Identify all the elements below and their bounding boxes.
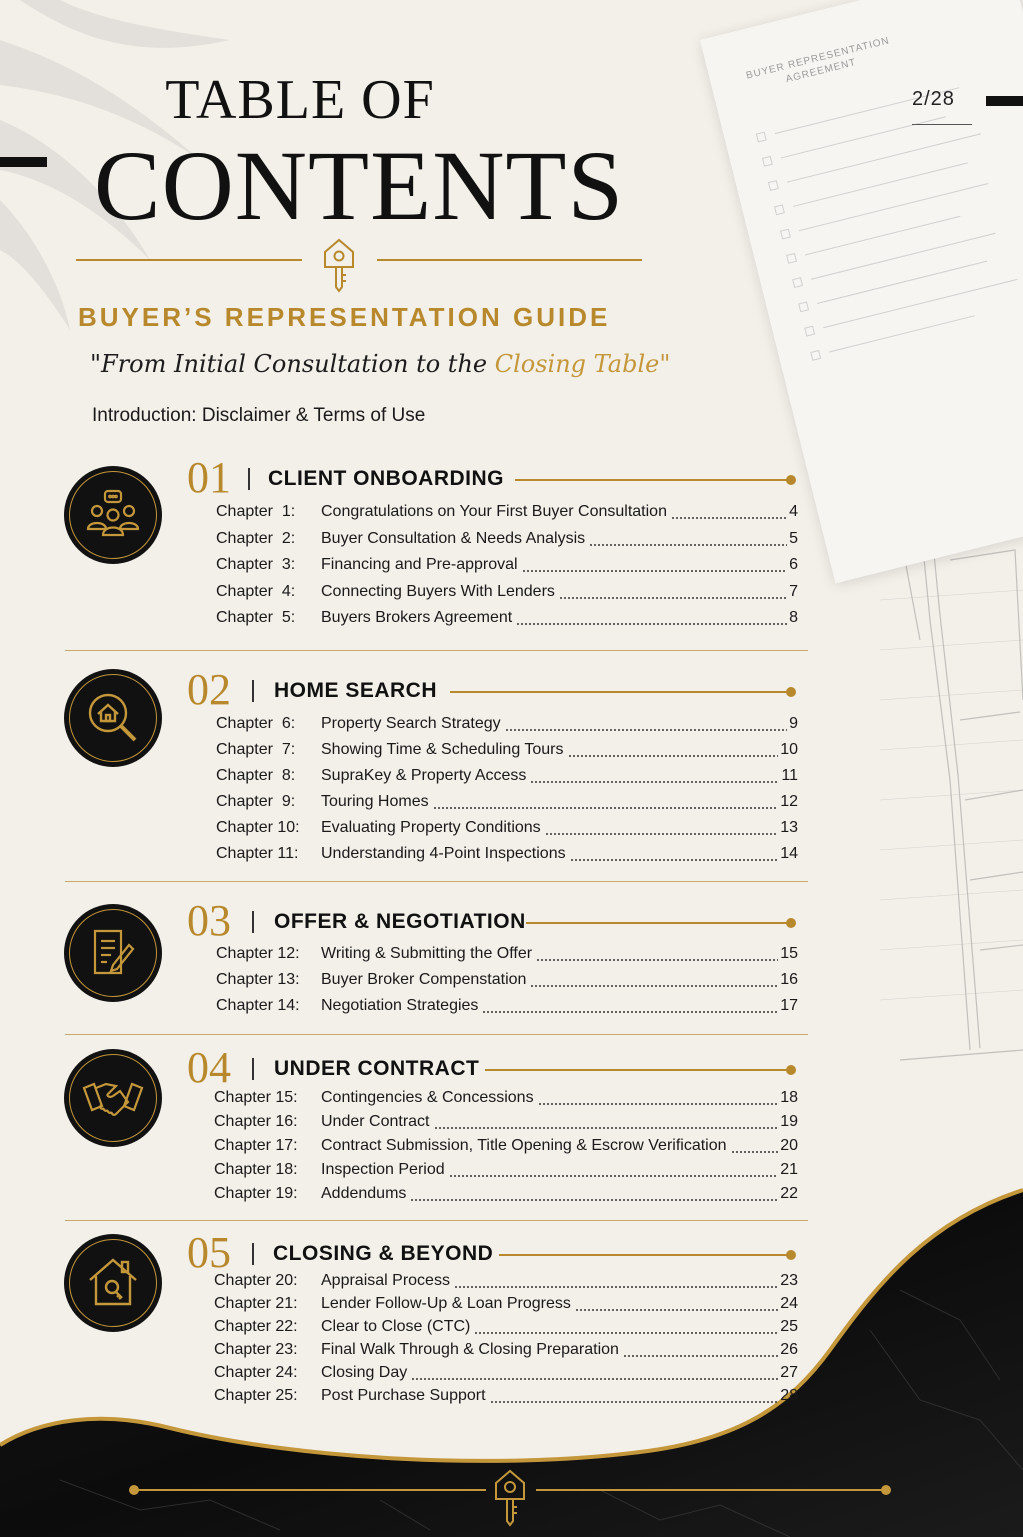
dot-leader bbox=[522, 570, 787, 572]
chapter-page-number: 12 bbox=[780, 793, 798, 810]
section-number: 02 bbox=[187, 665, 231, 714]
section-rule bbox=[526, 922, 791, 924]
dot-leader bbox=[589, 544, 787, 546]
footer-rule-right bbox=[536, 1489, 886, 1491]
section-divider bbox=[65, 1034, 808, 1035]
page-counter: 2/28 bbox=[912, 88, 955, 110]
chapter-label: Chapter 1: bbox=[216, 503, 296, 520]
dot-leader bbox=[482, 1011, 778, 1013]
chapter-page-number: 23 bbox=[780, 1272, 798, 1289]
toc-entry[interactable] bbox=[214, 1161, 798, 1183]
dot-leader bbox=[454, 1286, 778, 1288]
toc-entry[interactable] bbox=[216, 945, 798, 967]
chapter-page-number: 5 bbox=[789, 530, 798, 547]
guide-tagline bbox=[90, 350, 670, 378]
toc-entry[interactable] bbox=[216, 530, 798, 552]
section-title: UNDER CONTRACT bbox=[274, 1057, 480, 1080]
chapter-title: SupraKey & Property Access bbox=[321, 767, 527, 784]
chapter-label: Chapter 8: bbox=[216, 767, 296, 784]
page-corner-bar bbox=[986, 96, 1023, 106]
section-number: 04 bbox=[187, 1043, 231, 1092]
chapter-title: Evaluating Property Conditions bbox=[321, 819, 541, 836]
chapter-title: Financing and Pre-approval bbox=[321, 556, 518, 573]
dot-leader bbox=[731, 1151, 778, 1153]
chapter-title: Congratulations on Your First Buyer Consultation bbox=[321, 503, 667, 520]
chapter-title: Property Search Strategy bbox=[321, 715, 501, 732]
left-edge-bar bbox=[0, 157, 47, 167]
section-number: 05 bbox=[187, 1228, 231, 1277]
section-rule-dot bbox=[786, 687, 796, 697]
toc-entry[interactable] bbox=[216, 556, 798, 578]
chapter-title: Understanding 4-Point Inspections bbox=[321, 845, 566, 862]
toc-entry[interactable] bbox=[214, 1272, 798, 1294]
toc-entry[interactable] bbox=[214, 1185, 798, 1207]
dot-leader bbox=[530, 781, 779, 783]
dot-leader bbox=[538, 1103, 778, 1105]
toc-entry[interactable] bbox=[214, 1318, 798, 1340]
dot-leader bbox=[411, 1378, 778, 1380]
title-rule-left bbox=[76, 259, 302, 261]
toc-entry[interactable] bbox=[216, 819, 798, 841]
chapter-page-number: 4 bbox=[789, 503, 798, 520]
chapter-title: Connecting Buyers With Lenders bbox=[321, 583, 555, 600]
chapter-title: Writing & Submitting the Offer bbox=[321, 945, 533, 962]
toc-entry[interactable] bbox=[216, 583, 798, 605]
dot-leader bbox=[575, 1309, 778, 1311]
toc-entry[interactable] bbox=[214, 1295, 798, 1317]
section-divider bbox=[65, 650, 808, 651]
tagline-part-2: Closing Table" bbox=[494, 350, 671, 378]
section-separator bbox=[248, 468, 250, 490]
toc-entry[interactable] bbox=[216, 767, 798, 789]
section-rule bbox=[499, 1254, 791, 1256]
chapter-title: Inspection Period bbox=[321, 1161, 445, 1178]
chapter-label: Chapter 9: bbox=[216, 793, 296, 810]
toc-entry[interactable] bbox=[214, 1387, 798, 1409]
chapter-title: Contract Submission, Title Opening & Escrow Verification bbox=[321, 1137, 727, 1154]
section-icon-ring bbox=[69, 909, 157, 997]
chapter-page-number: 10 bbox=[780, 741, 798, 758]
chapter-label: Chapter 12: bbox=[216, 945, 300, 962]
group-chat-icon-badge bbox=[64, 466, 162, 564]
section-rule-dot bbox=[786, 475, 796, 485]
dot-leader bbox=[559, 597, 787, 599]
chapter-page-number: 8 bbox=[789, 609, 798, 626]
toc-entry[interactable] bbox=[214, 1137, 798, 1159]
chapter-page-number: 6 bbox=[789, 556, 798, 573]
dot-leader bbox=[449, 1175, 778, 1177]
dot-leader bbox=[410, 1199, 778, 1201]
footer-dot-left bbox=[129, 1485, 139, 1495]
chapter-page-number: 27 bbox=[780, 1364, 798, 1381]
dot-leader bbox=[623, 1355, 778, 1357]
chapter-title: Appraisal Process bbox=[321, 1272, 450, 1289]
house-key-logo-icon bbox=[492, 1467, 528, 1527]
section-icon-ring bbox=[69, 1054, 157, 1142]
section-rule bbox=[485, 1069, 791, 1071]
chapter-title: Touring Homes bbox=[321, 793, 429, 810]
title-line-1: TABLE OF bbox=[165, 69, 435, 131]
page-counter-underline bbox=[912, 124, 972, 125]
toc-entry[interactable] bbox=[216, 793, 798, 815]
section-rule bbox=[450, 691, 791, 693]
chapter-label: Chapter 19: bbox=[214, 1185, 298, 1202]
chapter-label: Chapter 2: bbox=[216, 530, 296, 547]
section-rule-dot bbox=[786, 1065, 796, 1075]
dot-leader bbox=[433, 807, 778, 809]
guide-subtitle: BUYER’S REPRESENTATION GUIDE bbox=[78, 302, 611, 332]
chapter-title: Clear to Close (CTC) bbox=[321, 1318, 471, 1335]
title-rule-right bbox=[377, 259, 642, 261]
chapter-page-number: 13 bbox=[780, 819, 798, 836]
chapter-page-number: 16 bbox=[780, 971, 798, 988]
footer-dot-right bbox=[881, 1485, 891, 1495]
document-pen-icon bbox=[85, 925, 141, 981]
chapter-label: Chapter 10: bbox=[216, 819, 300, 836]
toc-entry[interactable] bbox=[216, 609, 798, 631]
toc-entry[interactable] bbox=[214, 1364, 798, 1386]
dot-leader bbox=[545, 833, 778, 835]
chapter-title: Closing Day bbox=[321, 1364, 408, 1381]
house-key-emblem-icon bbox=[322, 237, 356, 293]
section-icon-ring bbox=[69, 1239, 157, 1327]
dot-leader bbox=[536, 959, 778, 961]
chapter-page-number: 17 bbox=[780, 997, 798, 1014]
chapter-title: Post Purchase Support bbox=[321, 1387, 486, 1404]
intro-line: Introduction: Disclaimer & Terms of Use bbox=[92, 405, 426, 426]
chapter-page-number: 14 bbox=[780, 845, 798, 862]
chapter-title: Showing Time & Scheduling Tours bbox=[321, 741, 564, 758]
toc-entry[interactable] bbox=[214, 1341, 798, 1363]
chapter-title: Buyer Broker Compenstation bbox=[321, 971, 527, 988]
house-key-icon bbox=[84, 1254, 142, 1312]
chapter-label: Chapter 24: bbox=[214, 1364, 298, 1381]
section-title: CLOSING & BEYOND bbox=[273, 1242, 494, 1265]
chapter-label: Chapter 14: bbox=[216, 997, 300, 1014]
section-icon-ring bbox=[69, 674, 157, 762]
chapter-title: Lender Follow-Up & Loan Progress bbox=[321, 1295, 571, 1312]
tagline-part-1: "From Initial Consultation to the bbox=[90, 350, 495, 378]
dot-leader bbox=[434, 1127, 778, 1129]
chapter-label: Chapter 22: bbox=[214, 1318, 298, 1335]
handshake-icon-badge bbox=[64, 1049, 162, 1147]
toc-entry[interactable] bbox=[216, 971, 798, 993]
section-rule bbox=[515, 479, 791, 481]
footer-rule-left bbox=[134, 1489, 486, 1491]
chapter-label: Chapter 23: bbox=[214, 1341, 298, 1358]
house-search-icon-badge bbox=[64, 669, 162, 767]
document-pen-icon-badge bbox=[64, 904, 162, 1002]
section-separator bbox=[252, 680, 254, 702]
chapter-page-number: 19 bbox=[780, 1113, 798, 1130]
section-title: CLIENT ONBOARDING bbox=[268, 467, 504, 490]
chapter-title: Buyers Brokers Agreement bbox=[321, 609, 513, 626]
toc-entry[interactable] bbox=[216, 845, 798, 867]
section-number: 01 bbox=[187, 453, 231, 502]
dot-leader bbox=[505, 729, 787, 731]
section-divider bbox=[65, 881, 808, 882]
section-rule-dot bbox=[786, 918, 796, 928]
chapter-page-number: 26 bbox=[780, 1341, 798, 1358]
chapter-title: Buyer Consultation & Needs Analysis bbox=[321, 530, 586, 547]
handshake-icon bbox=[82, 1070, 144, 1126]
section-separator bbox=[252, 1243, 254, 1265]
section-title: HOME SEARCH bbox=[274, 679, 438, 702]
chapter-label: Chapter 17: bbox=[214, 1137, 298, 1154]
dot-leader bbox=[530, 985, 778, 987]
dot-leader bbox=[568, 755, 778, 757]
dot-leader bbox=[570, 859, 778, 861]
chapter-label: Chapter 5: bbox=[216, 609, 296, 626]
chapter-label: Chapter 7: bbox=[216, 741, 296, 758]
dot-leader bbox=[671, 517, 787, 519]
chapter-page-number: 24 bbox=[780, 1295, 798, 1312]
chapter-label: Chapter 15: bbox=[214, 1089, 298, 1106]
chapter-page-number: 15 bbox=[780, 945, 798, 962]
chapter-page-number: 22 bbox=[780, 1185, 798, 1202]
section-number: 03 bbox=[187, 896, 231, 945]
title-line-2: CONTENTS bbox=[93, 130, 625, 241]
toc-entry[interactable] bbox=[214, 1113, 798, 1135]
toc-entry[interactable] bbox=[216, 997, 798, 1019]
chapter-page-number: 18 bbox=[780, 1089, 798, 1106]
section-title: OFFER & NEGOTIATION bbox=[274, 910, 526, 933]
chapter-label: Chapter 16: bbox=[214, 1113, 298, 1130]
section-icon-ring bbox=[69, 471, 157, 559]
dot-leader bbox=[474, 1332, 778, 1334]
dot-leader bbox=[490, 1401, 778, 1403]
chapter-title: Negotiation Strategies bbox=[321, 997, 479, 1014]
section-rule-dot bbox=[786, 1250, 796, 1260]
chapter-page-number: 28 bbox=[780, 1387, 798, 1404]
chapter-label: Chapter 21: bbox=[214, 1295, 298, 1312]
dot-leader bbox=[516, 623, 787, 625]
chapter-label: Chapter 20: bbox=[214, 1272, 298, 1289]
agreement-paper-title: BUYER REPRESENTATION AGREEMENT bbox=[745, 35, 891, 86]
toc-entry[interactable] bbox=[214, 1089, 798, 1111]
toc-entry[interactable] bbox=[216, 741, 798, 763]
chapter-title: Addendums bbox=[321, 1185, 407, 1202]
chapter-title: Contingencies & Concessions bbox=[321, 1089, 534, 1106]
chapter-label: Chapter 3: bbox=[216, 556, 296, 573]
chapter-title: Final Walk Through & Closing Preparation bbox=[321, 1341, 619, 1358]
toc-entry[interactable] bbox=[216, 503, 798, 525]
chapter-page-number: 20 bbox=[780, 1137, 798, 1154]
group-chat-icon bbox=[85, 487, 141, 543]
section-separator bbox=[252, 1058, 254, 1080]
chapter-label: Chapter 13: bbox=[216, 971, 300, 988]
chapter-label: Chapter 18: bbox=[214, 1161, 298, 1178]
chapter-page-number: 21 bbox=[780, 1161, 798, 1178]
section-separator bbox=[252, 911, 254, 933]
section-divider bbox=[65, 1220, 808, 1221]
chapter-label: Chapter 4: bbox=[216, 583, 296, 600]
chapter-title: Under Contract bbox=[321, 1113, 430, 1130]
chapter-page-number: 25 bbox=[780, 1318, 798, 1335]
chapter-label: Chapter 25: bbox=[214, 1387, 298, 1404]
house-search-icon bbox=[83, 688, 143, 748]
chapter-page-number: 9 bbox=[789, 715, 798, 732]
chapter-label: Chapter 6: bbox=[216, 715, 296, 732]
house-key-icon-badge bbox=[64, 1234, 162, 1332]
chapter-page-number: 7 bbox=[789, 583, 798, 600]
toc-entry[interactable] bbox=[216, 715, 798, 737]
chapter-label: Chapter 11: bbox=[216, 845, 299, 862]
chapter-page-number: 11 bbox=[781, 767, 798, 784]
